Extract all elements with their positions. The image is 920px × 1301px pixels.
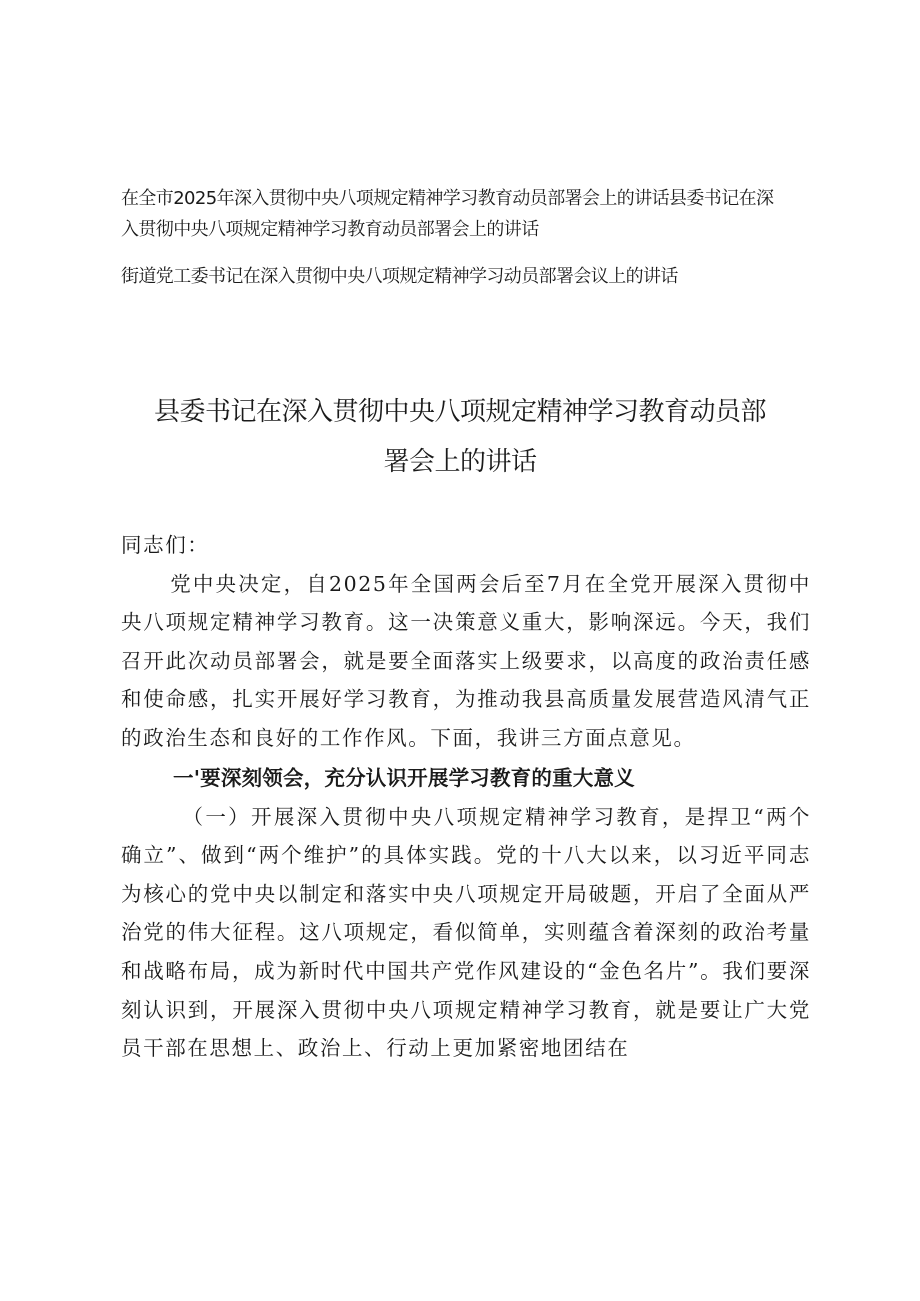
toc-entry-line: 入贯彻中央八项规定精神学习教育动员部署会上的讲话 [121,219,539,240]
document-title [90,387,830,487]
section-paragraph: （一）开展深入贯彻中央八项规定精神学习教育，是捍卫“两个确立”、做到“两个维护”的具体实践。党的十八大以来，以习近平同志为核心的党中央以制定和落实中央八项规定开局破题，开启了全面从严治党的伟大征程。这八项规定，看似简单，实则蕴含着深刻的政治考量和战略布局，成为新时代中国共产党作风建设的“金色名片”。我们要深刻认识到，开展深入贯彻中央八项规定精神学习教育，就是要让广大党员干部在思想上、政治上、行动上更加紧密地团结在 [121,804,811,1061]
intro-paragraph: 党中央决定，自2025年全国两会后至7月在全党开展深入贯彻中央八项规定精神学习教育。这一决策意义重大，影响深远。今天，我们召开此次动员部署会，就是要全面落实上级要求，以高度的政治责任感和使命感，扎实开展好学习教育，为推动我县高质量发展营造风清气正的政治生态和良好的工作作风。下面，我讲三方面点意见。 [121,571,811,750]
title-line: 署会上的讲话 [383,447,537,477]
toc-entry: 街道党工委书记在深入贯彻中央八项规定精神学习动员部署会议上的讲话 [121,266,678,287]
toc-entry-line: 在全市2025年深入贯彻中央八项规定精神学习教育动员部署会上的讲话县委书记在深 [121,188,774,209]
document-body [121,526,811,1068]
table-of-contents [121,183,821,292]
title-line: 县委书记在深入贯彻中央八项规定精神学习教育动员部 [153,397,766,427]
salutation: 同志们： [121,533,210,557]
toc-entry [121,183,821,245]
section-heading: 一'要深刻领会，充分认识开展学习教育的重大意义 [173,765,635,790]
